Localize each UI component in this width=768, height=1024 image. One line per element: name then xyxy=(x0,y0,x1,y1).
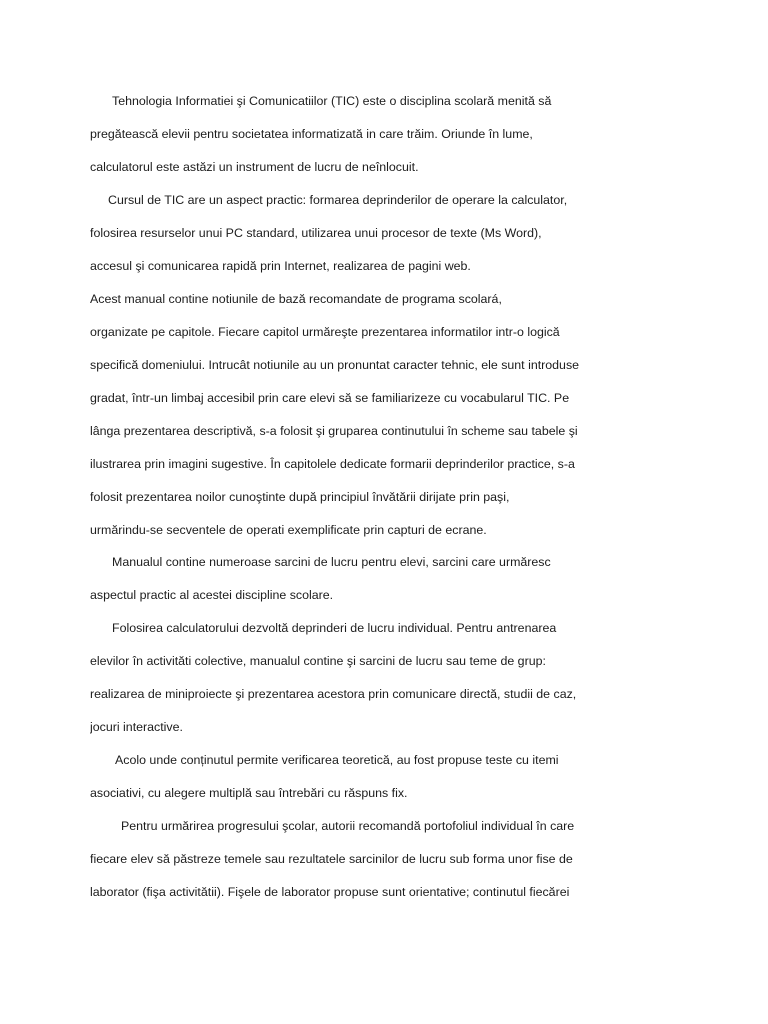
text-line: Acest manual contine notiunile de bază recomandate de programa scolará, xyxy=(90,292,502,306)
text-line: pregătească elevii pentru societatea informatizată in care trăim. Oriunde în lume, xyxy=(90,127,533,141)
text-line: organizate pe capitole. Fiecare capitol urmăreşte prezentarea informatilor intr-o logică xyxy=(90,325,560,339)
text-line: Folosirea calculatorului dezvoltă deprinderi de lucru individual. Pentru antrenarea xyxy=(112,621,557,635)
text-line: lânga prezentarea descriptivă, s-a folosit şi gruparea continutului în scheme sau tabele şi xyxy=(90,424,578,438)
text-line: folosirea resurselor unui PC standard, utilizarea unui procesor de texte (Ms Word), xyxy=(90,226,542,240)
text-line: Cursul de TIC are un aspect practic: formarea deprinderilor de operare la calculator, xyxy=(108,193,568,207)
text-line: folosit prezentarea noilor cunoştinte după principiul învătării dirijate prin paşi, xyxy=(90,490,510,504)
text-line: jocuri interactive. xyxy=(90,720,183,734)
text-line: Tehnologia Informatiei şi Comunicatiilor (TIC) este o disciplina scolară menită să xyxy=(112,94,552,108)
text-line: Manualul contine numeroase sarcini de lucru pentru elevi, sarcini care urmăresc xyxy=(112,555,551,569)
text-line: fiecare elev să păstreze temele sau rezultatele sarcinilor de lucru sub forma unor fise de xyxy=(90,852,573,866)
text-line: urmărindu-se secventele de operati exemplificate prin capturi de ecrane. xyxy=(90,523,487,537)
text-line: accesul şi comunicarea rapidă prin Internet, realizarea de pagini web. xyxy=(90,259,471,273)
text-line: ilustrarea prin imagini sugestive. În capitolele dedicate formarii deprinderilor practice, s-a xyxy=(90,457,575,471)
text-line: calculatorul este astăzi un instrument de lucru de neînlocuit. xyxy=(90,160,419,174)
text-line: gradat, într-un limbaj accesibil prin care elevi să se familiarizeze cu vocabularul TIC. Pe xyxy=(90,391,570,405)
text-line: realizarea de miniproiecte şi prezentarea acestora prin comunicare directă, studii de caz, xyxy=(90,687,577,701)
text-line: elevilor în activităti colective, manualul contine şi sarcini de lucru sau teme de grup: xyxy=(90,654,546,668)
text-line: aspectul practic al acestei discipline scolare. xyxy=(90,588,334,602)
text-line: Pentru urmărirea progresului şcolar, autorii recomandă portofoliul individual în care xyxy=(121,819,575,833)
text-line: specifică domeniului. Intrucât notiunile au un pronuntat caracter tehnic, ele sunt introduse xyxy=(90,358,580,372)
text-line: laborator (fişa activitătii). Fişele de laborator propuse sunt orientative; continutul fiecărei xyxy=(90,885,570,899)
text-line: Acolo unde conținutul permite verificarea teoretică, au fost propuse teste cu itemi xyxy=(115,753,559,767)
text-line: asociativi, cu alegere multiplă sau întrebări cu răspuns fix. xyxy=(90,786,408,800)
